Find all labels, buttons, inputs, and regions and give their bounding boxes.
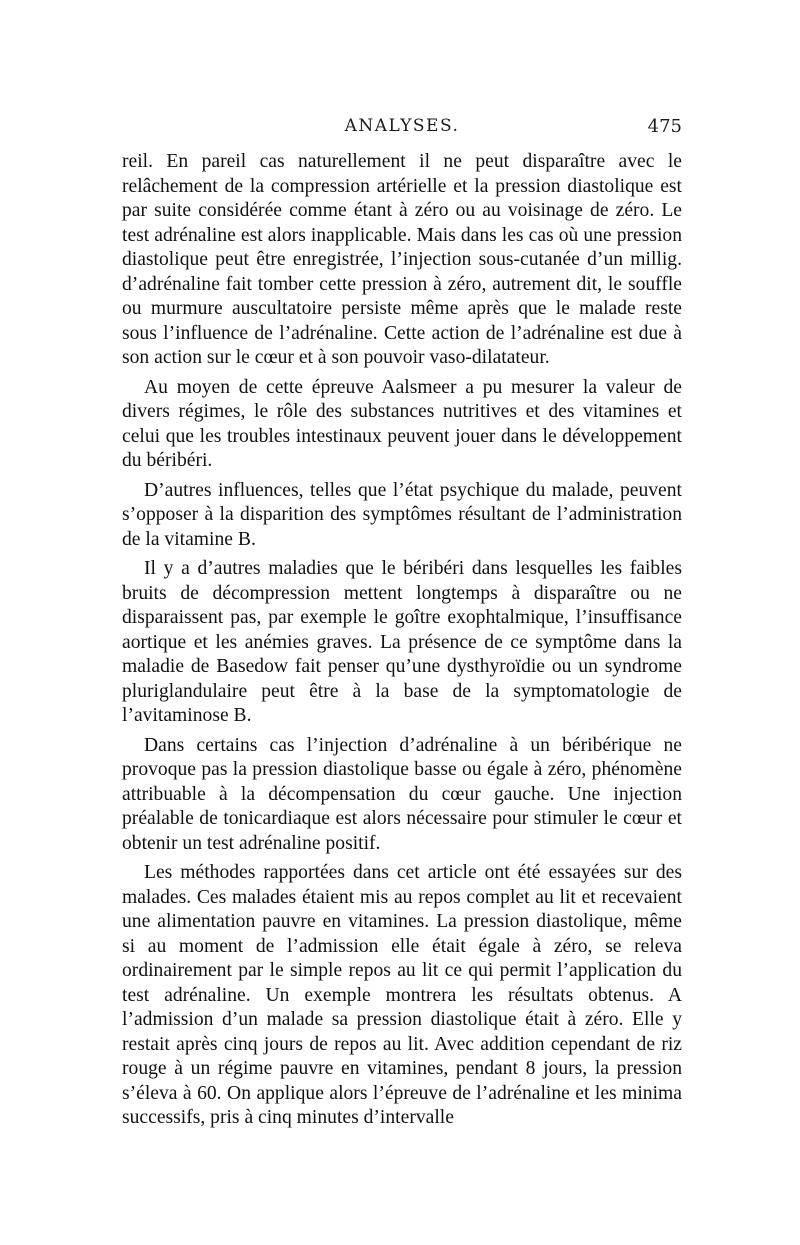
paragraph: Les méthodes rapportées dans cet article ont été essayées sur des malades. Ces malades étaient mis au repos complet au lit et recevaient une alimentation pauvre en vitamines. La pression diastolique, même si au moment de l’admission elle était égale à zéro, se releva ordinairement par le simple repos au lit ce qui permit l’application du test adrénaline. Un exemple montrera les résultats obtenus. A l’admission d’un malade sa pression diastolique était à zéro. Elle y restait après cinq jours de repos au lit. Avec addition cependant de riz rouge à un régime pauvre en vitamines, pendant 8 jours, la pression s’éleva à 60. On applique alors l’épreuve de l’adrénaline et les minima successifs, pris à cinq minutes d’intervalle [122,862,682,1128]
paragraph: Il y a d’autres maladies que le béribéri dans lesquelles les faibles bruits de décompression mettent longtemps à disparaître ou ne disparaissent pas, par exemple le goître exophtalmique, l’insuffisance aortique et les anémies graves. La présence de ce symptôme dans la maladie de Basedow fait penser qu’une dysthyroïdie ou un syndrome pluriglandulaire peut être à la base de la symptomatologie de l’avitaminose B. [122,558,682,726]
paragraph: Dans certains cas l’injection d’adrénaline à un béribérique ne provoque pas la pression diastolique basse ou égale à zéro, phénomène attribuable à la décompensation du cœur gauche. Une injection préalable de tonicardiaque est alors nécessaire pour stimuler le cœur et obtenir un test adrénaline positif. [122,734,682,854]
paragraph: D’autres influences, telles que l’état psychique du malade, peuvent s’opposer à la disparition des symptômes résultant de l’administration de la vitamine B. [122,479,682,550]
paragraph: Au moyen de cette épreuve Aalsmeer a pu mesurer la valeur de divers régimes, le rôle des substances nutritives et des vitamines et celui que les troubles intestinaux peuvent jouer dans le développement du béribéri. [122,376,682,471]
body-text [122,150,682,1136]
paragraph: reil. En pareil cas naturellement il ne peut disparaître avec le relâchement de la compression artérielle et la pression diastolique est par suite considérée comme étant à zéro ou au voisinage de zéro. Le test adrénaline est alors inapplicable. Mais dans les cas où une pression diastolique peut être enregistrée, l’injection sous-cutanée d’un millig. d’adrénaline fait tomber cette pression à zéro, autrement dit, le souffle ou murmure auscultatoire persiste même après que le malade reste sous l’influence de l’adrénaline. Cette action de l’adrénaline est due à son action sur le cœur et à son pouvoir vaso-dilatateur. [122,151,682,368]
page-number: 475 [647,116,682,137]
running-title: ANALYSES. [344,116,460,136]
running-head [122,116,682,142]
